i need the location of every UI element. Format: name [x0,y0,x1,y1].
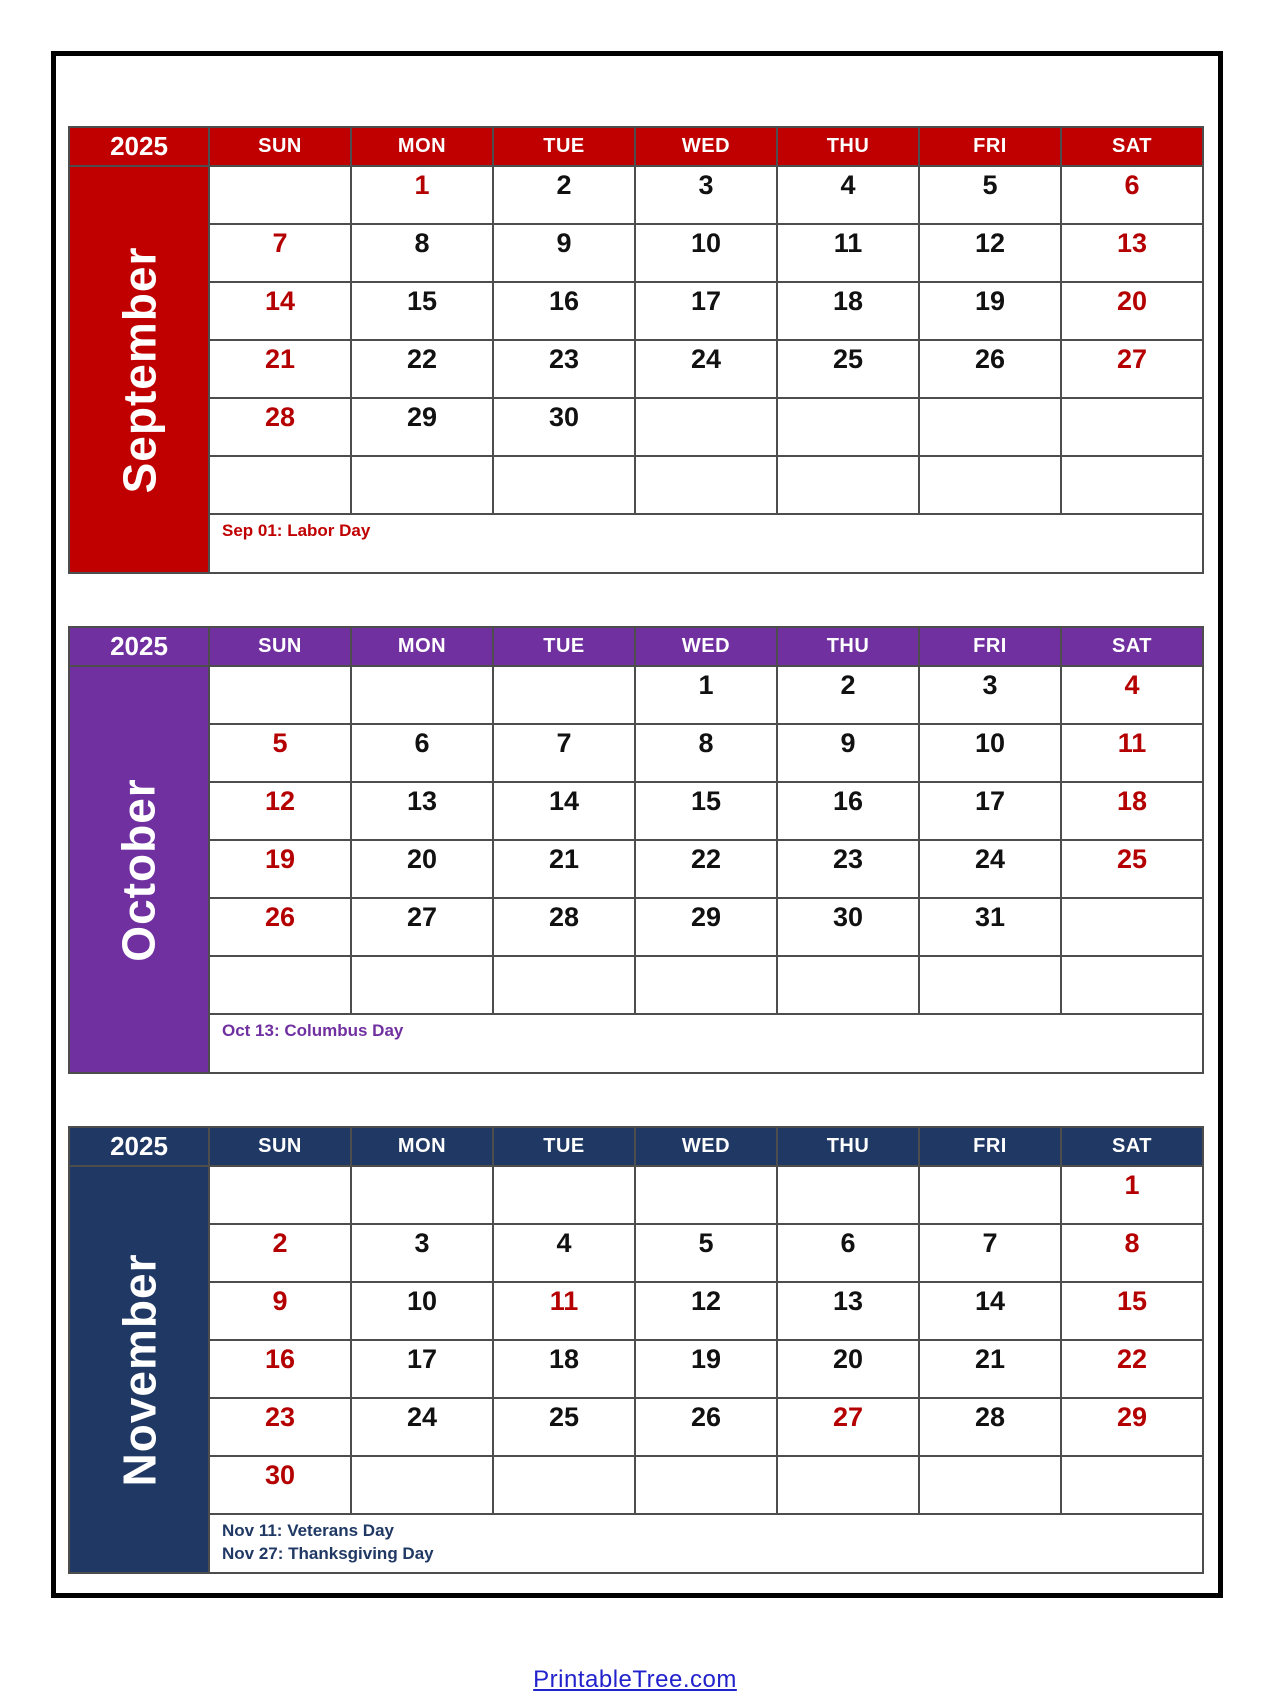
empty-date-cell [777,398,919,456]
date-cell: 11 [1061,724,1203,782]
empty-date-cell [635,1456,777,1514]
weekday-header-wed: WED [635,127,777,166]
date-cell: 29 [635,898,777,956]
date-cell: 25 [777,340,919,398]
page-frame [51,51,1223,1693]
holiday-note: Nov 11: Veterans Day [222,1521,394,1540]
date-cell: 1 [351,166,493,224]
date-cell: 28 [209,398,351,456]
date-cell: 13 [1061,224,1203,282]
week-row [69,666,1203,724]
date-cell: 8 [1061,1224,1203,1282]
date-cell: 1 [1061,1166,1203,1224]
month-name-label: October [113,777,165,962]
empty-date-cell [1061,398,1203,456]
empty-date-cell [635,956,777,1014]
date-cell: 13 [351,782,493,840]
empty-date-cell [635,1166,777,1224]
date-cell: 6 [1061,166,1203,224]
week-row [69,1166,1203,1224]
date-cell: 8 [635,724,777,782]
week-row [69,398,1203,456]
date-cell: 18 [493,1340,635,1398]
weekday-header-sat: SAT [1061,1127,1203,1166]
date-cell: 19 [209,840,351,898]
empty-date-cell [493,956,635,1014]
date-cell: 3 [351,1224,493,1282]
empty-date-cell [919,956,1061,1014]
weekday-header-sun: SUN [209,1127,351,1166]
date-cell: 16 [209,1340,351,1398]
month-name-label: September [113,246,165,493]
week-row [69,782,1203,840]
week-row [69,1224,1203,1282]
date-cell: 17 [351,1340,493,1398]
calendar-november [68,1126,1204,1574]
date-cell: 30 [209,1456,351,1514]
date-cell: 21 [209,340,351,398]
date-cell: 2 [493,166,635,224]
date-cell: 17 [635,282,777,340]
empty-date-cell [635,398,777,456]
empty-date-cell [777,1166,919,1224]
weekday-header-tue: TUE [493,627,635,666]
empty-date-cell [209,956,351,1014]
date-cell: 25 [1061,840,1203,898]
empty-date-cell [1061,456,1203,514]
date-cell: 9 [777,724,919,782]
date-cell: 12 [635,1282,777,1340]
weekday-header-fri: FRI [919,127,1061,166]
calendar-october [68,626,1204,1074]
date-cell: 27 [1061,340,1203,398]
date-cell: 3 [919,666,1061,724]
week-row [69,282,1203,340]
date-cell: 18 [777,282,919,340]
date-cell: 30 [493,398,635,456]
empty-date-cell [493,1456,635,1514]
weekday-header-sun: SUN [209,627,351,666]
week-row [69,1340,1203,1398]
holiday-row [69,514,1203,573]
date-cell: 16 [493,282,635,340]
date-cell: 29 [1061,1398,1203,1456]
date-cell: 8 [351,224,493,282]
date-cell: 3 [635,166,777,224]
holiday-note: Sep 01: Labor Day [222,521,371,540]
date-cell: 7 [493,724,635,782]
date-cell: 14 [493,782,635,840]
date-cell: 15 [635,782,777,840]
date-cell: 6 [351,724,493,782]
date-cell: 28 [919,1398,1061,1456]
date-cell: 4 [1061,666,1203,724]
date-cell: 13 [777,1282,919,1340]
date-cell: 9 [209,1282,351,1340]
week-row [69,224,1203,282]
date-cell: 10 [919,724,1061,782]
year-label: 2025 [69,127,209,166]
date-cell: 22 [635,840,777,898]
week-row [69,340,1203,398]
holiday-row [69,1514,1203,1573]
week-row [69,1456,1203,1514]
month-header-row [69,627,1203,666]
weekday-header-sat: SAT [1061,127,1203,166]
weekday-header-tue: TUE [493,1127,635,1166]
holiday-notes-cell [209,1514,1203,1573]
empty-date-cell [777,456,919,514]
month-band [69,666,209,1073]
weekday-header-tue: TUE [493,127,635,166]
date-cell: 12 [209,782,351,840]
date-cell: 2 [209,1224,351,1282]
week-row [69,724,1203,782]
date-cell: 5 [209,724,351,782]
week-row [69,166,1203,224]
empty-date-cell [919,1456,1061,1514]
weekday-header-mon: MON [351,627,493,666]
date-cell: 4 [493,1224,635,1282]
date-cell: 24 [351,1398,493,1456]
holiday-notes-cell [209,1014,1203,1073]
month-header-row [69,1127,1203,1166]
empty-date-cell [777,956,919,1014]
holiday-row [69,1014,1203,1073]
empty-date-cell [635,456,777,514]
date-cell: 9 [493,224,635,282]
date-cell: 6 [777,1224,919,1282]
week-row [69,840,1203,898]
date-cell: 14 [209,282,351,340]
date-cell: 27 [351,898,493,956]
empty-date-cell [209,1166,351,1224]
empty-date-cell [209,666,351,724]
date-cell: 5 [919,166,1061,224]
date-cell: 19 [635,1340,777,1398]
weekday-header-sat: SAT [1061,627,1203,666]
date-cell: 25 [493,1398,635,1456]
date-cell: 22 [1061,1340,1203,1398]
date-cell: 24 [919,840,1061,898]
date-cell: 18 [1061,782,1203,840]
date-cell: 27 [777,1398,919,1456]
empty-date-cell [351,456,493,514]
date-cell: 2 [777,666,919,724]
week-row [69,1282,1203,1340]
date-cell: 1 [635,666,777,724]
date-cell: 11 [493,1282,635,1340]
date-cell: 17 [919,782,1061,840]
date-cell: 10 [635,224,777,282]
footer [68,1666,1202,1694]
date-cell: 30 [777,898,919,956]
date-cell: 31 [919,898,1061,956]
date-cell: 4 [777,166,919,224]
empty-date-cell [919,398,1061,456]
date-cell: 11 [777,224,919,282]
weekday-header-thu: THU [777,1127,919,1166]
empty-date-cell [351,956,493,1014]
weekday-header-fri: FRI [919,627,1061,666]
date-cell: 26 [209,898,351,956]
date-cell: 21 [493,840,635,898]
week-row [69,898,1203,956]
week-row [69,456,1203,514]
year-label: 2025 [69,627,209,666]
calendar-september [68,126,1204,574]
month-band [69,166,209,573]
empty-date-cell [919,1166,1061,1224]
date-cell: 15 [1061,1282,1203,1340]
month-band [69,1166,209,1573]
date-cell: 23 [209,1398,351,1456]
empty-date-cell [493,456,635,514]
weekday-header-thu: THU [777,627,919,666]
date-cell: 19 [919,282,1061,340]
empty-date-cell [351,1166,493,1224]
date-cell: 26 [919,340,1061,398]
date-cell: 20 [1061,282,1203,340]
footer-link[interactable]: PrintableTree.com [533,1666,737,1693]
date-cell: 29 [351,398,493,456]
date-cell: 10 [351,1282,493,1340]
weekday-header-wed: WED [635,627,777,666]
weekday-header-thu: THU [777,127,919,166]
empty-date-cell [351,1456,493,1514]
date-cell: 22 [351,340,493,398]
weekday-header-wed: WED [635,1127,777,1166]
empty-date-cell [209,456,351,514]
date-cell: 7 [919,1224,1061,1282]
week-row [69,1398,1203,1456]
weekday-header-sun: SUN [209,127,351,166]
date-cell: 21 [919,1340,1061,1398]
holiday-note: Oct 13: Columbus Day [222,1021,404,1040]
date-cell: 7 [209,224,351,282]
empty-date-cell [209,166,351,224]
holiday-note: Nov 27: Thanksgiving Day [222,1543,434,1563]
month-header-row [69,127,1203,166]
weekday-header-mon: MON [351,127,493,166]
date-cell: 23 [493,340,635,398]
empty-date-cell [777,1456,919,1514]
date-cell: 15 [351,282,493,340]
empty-date-cell [351,666,493,724]
empty-date-cell [1061,1456,1203,1514]
date-cell: 23 [777,840,919,898]
date-cell: 12 [919,224,1061,282]
holiday-notes-cell [209,514,1203,573]
date-cell: 20 [351,840,493,898]
empty-date-cell [1061,956,1203,1014]
empty-date-cell [493,1166,635,1224]
empty-date-cell [493,666,635,724]
date-cell: 5 [635,1224,777,1282]
date-cell: 26 [635,1398,777,1456]
date-cell: 14 [919,1282,1061,1340]
week-row [69,956,1203,1014]
weekday-header-fri: FRI [919,1127,1061,1166]
date-cell: 28 [493,898,635,956]
year-label: 2025 [69,1127,209,1166]
month-name-label: November [113,1253,165,1486]
date-cell: 24 [635,340,777,398]
weekday-header-mon: MON [351,1127,493,1166]
date-cell: 16 [777,782,919,840]
empty-date-cell [1061,898,1203,956]
empty-date-cell [919,456,1061,514]
date-cell: 20 [777,1340,919,1398]
